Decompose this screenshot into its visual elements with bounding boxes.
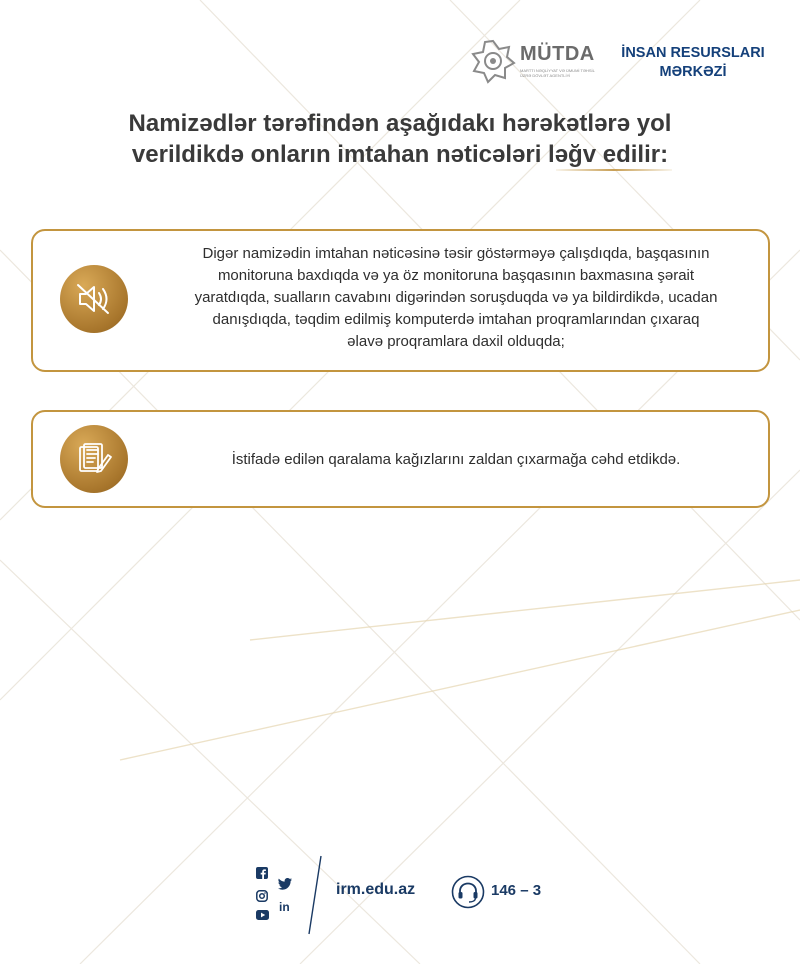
page-heading — [60, 108, 740, 170]
social-links — [253, 864, 301, 928]
document-pen-icon — [60, 425, 128, 493]
irm-title-line1: İNSAN RESURSLARI — [621, 45, 765, 61]
hotline-number[interactable]: 146 – 3 — [491, 882, 542, 899]
irm-title — [618, 44, 768, 82]
heading-underline — [556, 169, 672, 171]
linkedin-icon[interactable]: in — [279, 900, 290, 914]
twitter-icon[interactable] — [278, 878, 292, 890]
rule-text-2: İstifadə edilən qaralama kağızlarını zaldan çıxarmağa cəhd etdikdə. — [231, 451, 681, 468]
rule-card-2 — [31, 410, 770, 508]
footer-divider — [307, 855, 323, 935]
rule-1-line: Digər namizədin imtahan nəticəsinə təsir göstərməyə çalışdıqda, başqasının — [202, 245, 710, 262]
mutda-logo — [470, 38, 605, 88]
rule-1-line: əlavə proqramlara daxil olduqda; — [347, 333, 565, 350]
rule-card-1 — [31, 229, 770, 372]
website-link[interactable]: irm.edu.az — [336, 881, 416, 898]
mutda-emblem-icon — [470, 38, 516, 84]
rule-text-1 — [151, 243, 761, 353]
logo-subtitle: MARTTI NƏQLİYYAT VƏ ÜMUMİ TƏHSİL ÜZRƏ DÖVLƏT AGENTLİYİ — [520, 68, 595, 78]
irm-title-line2: MƏRKƏZİ — [659, 64, 727, 80]
youtube-icon[interactable] — [256, 910, 269, 920]
rule-1-line: yaratdıqda, sualların cavabını digərindən soruşduqda və ya bildirdikdə, ucadan — [194, 289, 718, 306]
instagram-icon[interactable] — [256, 890, 268, 902]
facebook-icon[interactable] — [256, 867, 268, 879]
logo-name: MÜTDA — [520, 43, 595, 65]
muted-speaker-icon — [60, 265, 128, 333]
heading-line1: Namizədlər tərəfindən aşağıdakı hərəkətlərə yol — [128, 110, 672, 137]
headset-icon — [451, 875, 485, 909]
heading-line2: verildikdə onların imtahan nəticələri ləğv edilir: — [131, 141, 669, 168]
rule-1-line: monitoruna baxdıqda və ya öz monitoruna başqasının baxmasına şərait — [217, 267, 695, 284]
rule-1-line: danışdıqda, təqdim edilmiş komputerdə imtahan proqramlarından çıxaraq — [212, 311, 700, 328]
